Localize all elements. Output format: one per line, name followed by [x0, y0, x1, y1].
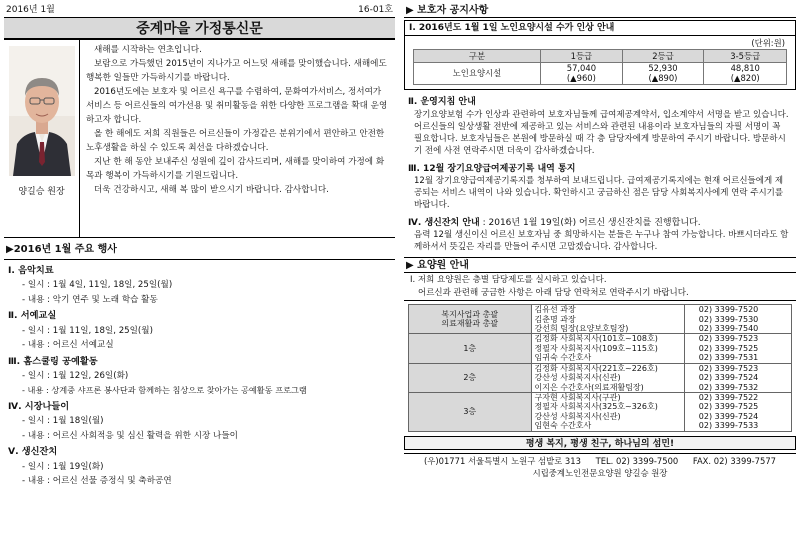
- issue-date: 2016년 1월: [6, 5, 55, 15]
- notice-block: [404, 163, 796, 211]
- fee-cell: [622, 63, 704, 85]
- staff-intro-line: 어르신과 관련해 궁금한 사항은 아래 담당 연락처로 연락주시기 바랍니다.: [418, 287, 689, 298]
- staff-names: [531, 305, 684, 334]
- events-list: [4, 259, 395, 490]
- fee-row-label: 노인요양시설: [413, 63, 540, 85]
- notice-block-heading: Ⅱ. 운영지침 안내: [408, 97, 476, 108]
- event-heading: Ⅴ. 생신잔치: [8, 446, 58, 458]
- staff-row: [408, 334, 791, 363]
- event-item: [4, 265, 395, 308]
- fee-header: 구분: [413, 50, 540, 63]
- staff-phone: 02) 3399-7524: [698, 373, 759, 383]
- staff-name: 강산성 사회복지사(신관): [534, 373, 621, 383]
- staff-group: [408, 305, 531, 334]
- notice-title: ▶ 보호자 공지사항: [404, 4, 796, 18]
- footer-address-line: [404, 455, 796, 468]
- event-item: [4, 310, 395, 353]
- fee-unit: (단위:원): [751, 38, 785, 49]
- staff-group: [408, 363, 531, 392]
- right-column: [404, 4, 796, 536]
- fee-table: [413, 49, 787, 85]
- staff-name: 임귀숙 수간호사: [534, 353, 592, 363]
- event-line: - 일시 : 1월 4일, 11일, 18일, 25일(월): [22, 279, 173, 290]
- fee-header: 1등급: [541, 50, 623, 63]
- event-heading: Ⅲ. 홈스쿨링 공예활동: [8, 355, 98, 367]
- staff-phone: 02) 3399-7522: [698, 393, 759, 403]
- staff-phone: 02) 3399-7520: [698, 305, 759, 315]
- greeting-paragraph: 더욱 건강하시고, 새해 복 많이 받으시기 바랍니다. 감사합니다.: [94, 185, 329, 195]
- staff-name: 구자현 사회복지사(구관): [534, 393, 621, 403]
- staff-phone: 02) 3399-7533: [698, 421, 759, 431]
- event-line: - 일시 : 1월 18일(월): [22, 416, 104, 427]
- event-line: - 일시 : 1월 19일(화): [22, 461, 104, 472]
- staff-phone: 02) 3399-7524: [698, 411, 759, 421]
- fee-value: 52,930: [648, 63, 678, 74]
- staff-intro-line: Ⅰ. 저희 요양원은 층별 담당제도를 실시하고 있습니다.: [410, 275, 607, 286]
- staff-phone: 02) 3399-7523: [698, 363, 759, 373]
- staff-row: [408, 363, 791, 392]
- greeting-paragraph: 올 한 해에도 저희 직원들은 어르신들이 가정같은 분위기에서 편안하고 안전한 노후생활을 하실 수 있도록 최선을 다하겠습니다.: [86, 129, 385, 153]
- staff-phone: 02) 3399-7530: [698, 314, 759, 324]
- staff-name: 김춘명 과장: [534, 314, 576, 324]
- event-line: - 내용 : 어르신 사회적응 및 심신 활력을 위한 시장 나들이: [22, 430, 238, 441]
- notice-block-text: 장기요양보험 수가 인상과 관련하여 보호자님들께 급여제공계약서, 입소계약서 서명을 받고 있습니다. 어르신들의 일상생활 전반에 제공하고 있는 서비스와 관련된 내용이라 보호자님들의 자필 서명이 꼭 필요합니다. 보호자님들은 본원에 방문하실 때 각 층 담당자에게 방문하여 주시기 바랍니다. 방문하시기 전에 사전 연락주시면 더욱이 감사하겠습니다.: [414, 109, 789, 156]
- director-photo-column: [4, 40, 80, 237]
- staff-group-label: 3층: [463, 407, 477, 417]
- event-heading: Ⅱ. 서예교실: [8, 310, 57, 322]
- staff-group-label: 1층: [463, 343, 477, 353]
- director-portrait-image: [9, 46, 75, 176]
- staff-group-label: 2층: [463, 373, 477, 383]
- notice-block-heading: Ⅳ. 생신잔치 안내: [408, 218, 480, 229]
- staff-phone: 02) 3399-7523: [698, 334, 759, 344]
- staff-row: [408, 305, 791, 334]
- greeting-text: [80, 40, 395, 237]
- staff-phones: [684, 363, 791, 392]
- staff-name: 이지은 수간호사(의료재활팀장): [534, 382, 644, 392]
- fee-header: 3-5등급: [704, 50, 787, 63]
- footer-contact: [404, 453, 796, 480]
- staff-name: 강산성 사회복지사(신관): [534, 411, 621, 421]
- staff-row: [408, 393, 791, 432]
- notice-block: [404, 217, 796, 253]
- motto-banner: 평생 복지, 평생 친구, 하나님의 섬민!: [404, 436, 796, 450]
- fee-change: (▲960): [566, 72, 596, 83]
- staff-names: [531, 334, 684, 363]
- event-heading: Ⅰ. 음악치료: [8, 264, 54, 276]
- staff-phone: 02) 3399-7525: [698, 343, 759, 353]
- staff-group: [408, 334, 531, 363]
- staff-names: [531, 393, 684, 432]
- staff-phones: [684, 305, 791, 334]
- director-caption: 양길승 원장: [18, 187, 65, 197]
- fee-notice-box: [404, 20, 796, 90]
- event-line: - 내용 : 어르신 선물 증정식 및 축하공연: [22, 476, 172, 487]
- footer-fax: FAX. 02) 3399-7577: [692, 455, 776, 466]
- footer-org: 시립중계노인전문요양원 양길승 원장: [532, 468, 668, 479]
- fee-header: 2등급: [622, 50, 704, 63]
- staff-table: [408, 304, 792, 432]
- notice-block: [404, 96, 796, 156]
- greeting-paragraph: 보람으로 가득했던 2015년이 지나가고 어느덧 새해를 맞이했습니다. 새해에도 행복한 일들만 가득하시기를 바랍니다.: [86, 59, 387, 83]
- event-line: - 일시 : 1월 11일, 18일, 25일(월): [22, 325, 153, 336]
- staff-phone: 02) 3399-7531: [698, 353, 759, 363]
- notice-block-text: 음력 12월 생신이신 어르신 보호자님 중 희망하시는 분들은 누구나 참여 가능합니다. 바쁘시더라도 함께하셔서 뜻깊은 자리를 만들어 주시면 고맙겠습니다. 감사합니다.: [414, 230, 789, 253]
- issue-number: 16-01호: [358, 5, 393, 15]
- fee-value: 48,810: [730, 63, 760, 74]
- event-line: - 내용 : 상계중 샤프론 봉사단과 함께하는 침상으로 찾아가는 공예활동 프로그램: [22, 384, 307, 395]
- fee-notice-title: Ⅰ. 2016년도 1월 1일 노인요양시설 수가 인상 안내: [405, 21, 795, 36]
- footer-address: (우)01771 서울특별시 노원구 섬밭로 313: [424, 455, 581, 466]
- fee-value: 57,040: [566, 63, 597, 74]
- event-line: - 내용 : 악기 연주 및 노래 학습 활동: [22, 294, 158, 305]
- staff-group: [408, 393, 531, 432]
- fee-change: (▲890): [648, 72, 678, 83]
- event-item: [4, 446, 395, 489]
- staff-name: 김정화 사회복지사(221호~226호): [534, 363, 658, 373]
- staff-phones: [684, 393, 791, 432]
- fee-cell: [704, 63, 787, 85]
- staff-phone: 02) 3399-7540: [698, 323, 759, 333]
- fee-row: [413, 63, 786, 85]
- staff-title: ▶ 요양원 안내: [404, 259, 796, 273]
- fee-header-row: [413, 50, 786, 63]
- notice-block-text: 12월 장기요양급여제공기록지를 청부하여 보내드립니다. 급여제공기록지에는 현재 어르신들에게 제공되는 서비스 내역이 나와 있습니다. 확인하시고 궁금하신 점은 담당 사회복지사에게 연락 주시기를 바랍니다.: [414, 176, 784, 211]
- greeting-paragraph: 2016년도에는 보호자 및 어르신 욕구를 수렴하여, 문화여가서비스, 정서여가서비스 등 어르신들의 여가선용 및 취미활동을 위한 다양한 프로그램을 확대 운영하고자 합니다.: [86, 87, 388, 125]
- greeting-section: [4, 40, 395, 238]
- newsletter-header: [4, 4, 395, 18]
- greeting-paragraph: 지난 한 해 동안 보내주신 성원에 깊이 감사드리며, 새해를 맞이하여 가정에 화목과 행복이 가득하시기를 기원드립니다.: [86, 157, 385, 181]
- event-line: - 내용 : 어르신 서예교실: [22, 340, 114, 351]
- staff-phone: 02) 3399-7532: [698, 382, 759, 392]
- left-column: [4, 4, 395, 536]
- staff-name: 김유선 과장: [534, 305, 576, 315]
- notice-block-heading-row: [404, 217, 796, 229]
- staff-intro: [404, 273, 796, 301]
- staff-section: [404, 257, 796, 431]
- staff-name: 임현숙 수간호사: [534, 421, 592, 431]
- staff-phones: [684, 334, 791, 363]
- event-item: [4, 356, 395, 398]
- greeting-paragraph: 새해를 시작하는 연초입니다.: [94, 45, 202, 55]
- notice-block-inline: : 2016년 1월 19일(화) 어르신 생신잔치를 진행합니다.: [479, 218, 701, 229]
- footer-tel: TEL. 02) 3399-7500: [595, 455, 679, 466]
- staff-name: 정필자 사회복지사(109호~115호): [534, 343, 658, 353]
- fee-change: (▲820): [730, 72, 760, 83]
- staff-names: [531, 363, 684, 392]
- staff-name: 강선희 팀장(요양보호팀장): [534, 323, 629, 333]
- notice-block-heading: Ⅲ. 12월 장기요양급여제공기록 내역 통지: [408, 163, 576, 174]
- event-line: - 일시 : 1월 12일, 26일(화): [22, 371, 129, 382]
- staff-phone: 02) 3399-7525: [698, 402, 759, 412]
- events-title: ▶2016년 1월 주요 행사: [6, 244, 117, 255]
- newsletter-title: 중계마을 가정통신문: [4, 18, 395, 40]
- fee-cell: [541, 63, 623, 85]
- staff-group-label: 복지사업과 총괄 의료재활과 총괄: [441, 309, 499, 329]
- event-item: [4, 401, 395, 444]
- event-heading: Ⅳ. 시장나들이: [8, 400, 70, 412]
- staff-name: 정필자 사회복지사(325호~326호): [534, 402, 658, 412]
- staff-name: 김정화 사회복지사(101호~108호): [534, 334, 658, 344]
